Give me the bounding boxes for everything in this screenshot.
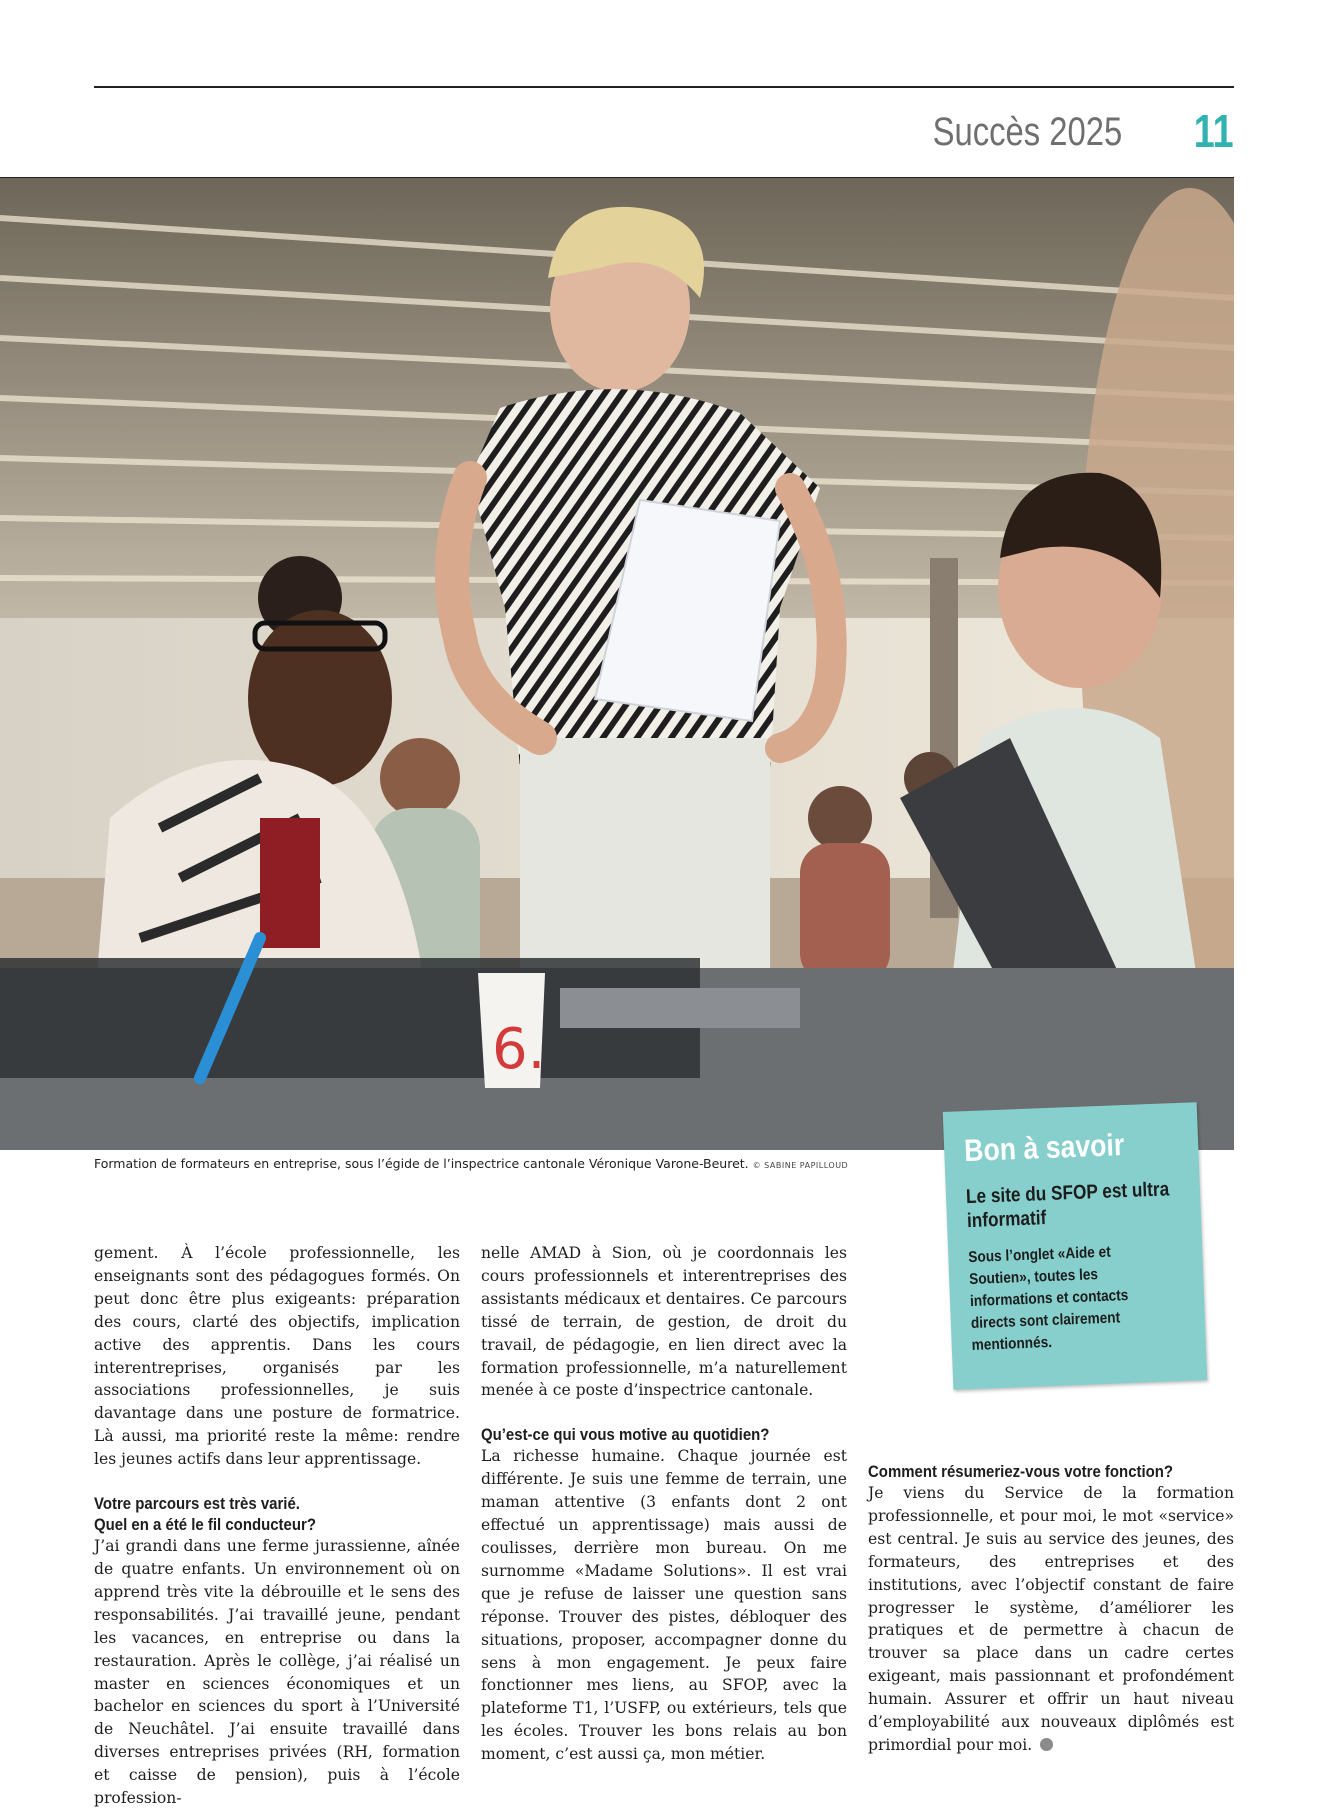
photo-caption (94, 1156, 994, 1171)
section-title: Succès 2025 (932, 110, 1122, 154)
cup-number: 6. (492, 1017, 546, 1082)
page-header (94, 100, 1234, 170)
paragraph: gement. À l’école professionnelle, les enseignants sont des pédagogues formés. On peut donc être plus exigeants: préparation des cours, clarté des objectifs, implication active des apprentis. Dans les cours interentreprises, organisés par les associations professionnelles, je suis davantage dans une posture de formatrice. Là aussi, ma priorité reste la même: rendre les jeunes actifs dans leur apprentissage. (94, 1244, 460, 1469)
info-box-body: Sous l’onglet «Aide et Soutien», toutes les informations et contacts directs sont clairement mentionnés. (968, 1243, 1129, 1355)
article-column-3 (868, 1461, 1234, 1757)
paragraph: Je viens du Service de la formation professionnelle, et pour moi, le mot «service» est central. Je suis au service des jeunes, des formateurs, des entreprises et des institutions, avec l’objectif constant de faire progresser le système, d’améliorer les pratiques et de permettre à chacun de trouver sa place dans un cadre certes exigeant, mais passionnant et profondément humain. Assurer et offrir un haut niveau d’employabilité aux nouveaux diplômés est primordial pour moi. (868, 1484, 1234, 1754)
info-box-subtitle: Le site du SFOP est ultra informatif (965, 1178, 1170, 1233)
page-number: 11 (1194, 105, 1234, 157)
caption-text: Formation de formateurs en entreprise, sous l’égide de l’inspectrice cantonale Véronique Varone-Beuret. (94, 1156, 749, 1171)
top-rule (94, 86, 1234, 88)
question-heading: Comment résumeriez-vous votre fonction? (868, 1462, 1174, 1481)
article-column-1 (94, 1242, 460, 1810)
end-mark-icon (1040, 1738, 1053, 1751)
question-heading: Qu’est-ce qui vous motive au quotidien? (481, 1425, 770, 1445)
article-column-2 (481, 1242, 847, 1766)
paragraph: La richesse humaine. Chaque journée est différente. Je suis une femme de terrain, une maman attentive (3 enfants dont 2 ont effectué un apprentissage) mais aussi de coulisses, derrière mon bureau. On me surnomme «Madame Solutions». Il est vrai que je refuse de laisser une question sans réponse. Trouver des pistes, débloquer des situations, proposer, accompagner donne du sens à mon engagement. Je peux faire fonctionner mes liens, au SFOP, avec la plateforme T1, l’USFP, ou extérieurs, tels que les écoles. Trouver les bons relais au bon moment, c’est aussi ça, mon métier. (481, 1447, 847, 1764)
info-box-title: Bon à savoir (963, 1127, 1125, 1169)
paragraph: nelle AMAD à Sion, où je coordonnais les cours professionnels et interentreprises des assistants médicaux et dentaires. Ce parcours tissé de terrain, de gestion, de droit du travail, de pédagogie, en lien direct avec la formation professionnelle, m’a naturellement menée à ce poste d’inspectrice cantonale. (481, 1244, 847, 1400)
classroom-photo (0, 178, 1234, 1150)
photo-credit: © SABINE PAPILLOUD (752, 1161, 849, 1170)
paragraph: J’ai grandi dans une ferme jurassienne, aînée de quatre enfants. Un environnement où on apprend très vite la débrouille et le sens des responsabilités. J’ai travaillé jeune, pendant les vacances, en entreprise ou dans la restauration. Après le collège, j’ai réalisé un master en sciences économiques et un bachelor en sciences du sport à l’Université de Neuchâtel. J’ai ensuite travaillé dans diverses entreprises privées (RH, formation et caisse de pension), puis à l’école profession- (94, 1537, 460, 1808)
question-heading: Votre parcours est très varié. Quel en a été le fil conducteur? (94, 1494, 316, 1535)
info-box (943, 1102, 1207, 1390)
